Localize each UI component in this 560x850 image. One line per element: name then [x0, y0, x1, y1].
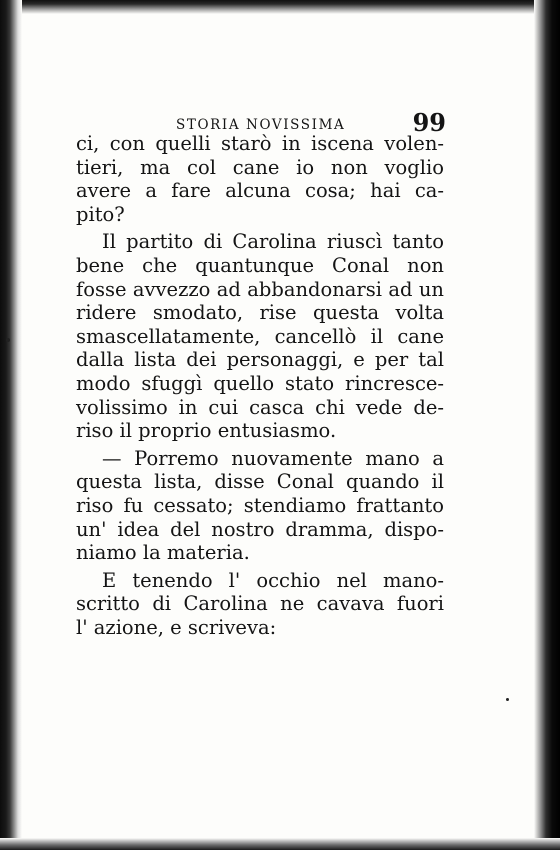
text-line: ci, con quelli starò in iscena volen-	[76, 132, 444, 155]
text-line: modo sfuggì quello stato rincresce-	[76, 371, 444, 395]
text-line: Il partito di Carolina riuscì tanto	[102, 230, 444, 254]
text-line: riso fu cessato; stendiamo frattanto	[76, 493, 444, 517]
text-line: tieri, ma col cane io non voglio	[76, 155, 444, 179]
page-right-edge	[534, 0, 560, 850]
text-line: — Porremo nuovamente mano a	[102, 446, 444, 470]
page-binding-edge	[0, 0, 22, 850]
page-bottom-edge	[0, 838, 560, 850]
body-text	[76, 132, 444, 639]
text-line: fosse avvezzo ad abbandonarsi ad un	[76, 277, 444, 301]
text-line: un' idea del nostro dramma, dispo-	[76, 517, 444, 541]
text-line: l' azione, e scriveva:	[76, 615, 277, 639]
text-line: niamo la materia.	[76, 541, 250, 565]
text-line: riso il proprio entusiasmo.	[76, 419, 337, 443]
text-line: volissimo in cui casca chi vede de-	[76, 395, 444, 419]
text-line: E tenendo l' occhio nel mano-	[102, 568, 444, 592]
text-line: questa lista, disse Conal quando il	[76, 470, 444, 494]
page-number: 99	[412, 108, 446, 137]
text-line: pito?	[76, 202, 125, 226]
text-line: scritto di Carolina ne cavava fuori	[76, 592, 444, 616]
scan-speck	[506, 698, 509, 701]
text-line: bene che quantunque Conal non	[76, 253, 444, 277]
text-line: dalla lista dei personaggi, e per tal	[76, 348, 444, 372]
scan-speck	[6, 338, 10, 342]
text-line: ridere smodato, rise questa volta	[76, 301, 444, 325]
text-line: smascellatamente, cancellò il cane	[76, 324, 444, 348]
page-top-edge	[0, 0, 560, 14]
text-line: avere a fare alcuna cosa; hai ca-	[76, 179, 444, 203]
running-head: STORIA NOVISSIMA	[176, 117, 346, 133]
